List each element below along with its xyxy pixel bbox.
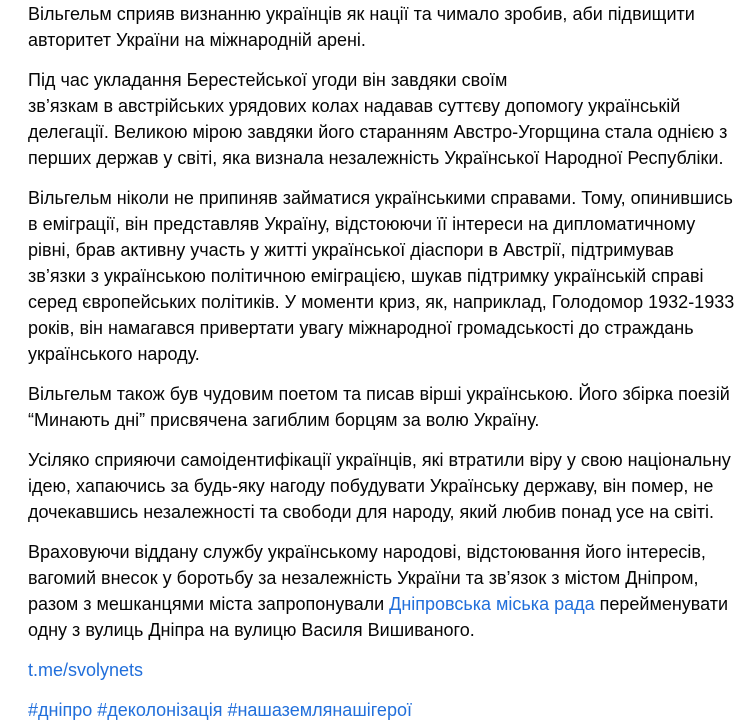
paragraph-2 <box>28 67 736 171</box>
post-body <box>28 0 736 723</box>
paragraph-4: Вільгельм також був чудовим поетом та писав вірші українською. Його збірка поезій “Минають дні” присвячена загиблим борцям за волю Україну. <box>28 384 730 430</box>
paragraph-6-text-before: Враховуючи віддану службу українському народові, відстоювання його інтересів, вагомий внесок у боротьбу за незалежність України та зв’язок з містом Дніпром, разом з мешканцями міста запропонували <box>28 542 706 614</box>
hashtags <box>28 697 736 723</box>
paragraph-6-text-after: перейменувати одну з вулиць Дніпра на вулицю Василя Вишиваного. <box>28 594 729 640</box>
paragraph-1: Вільгельм сприяв визнанню українців як нації та чимало зробив, аби підвищити авторитет України на міжнародній арені. <box>28 4 695 50</box>
hashtag-decolonization[interactable]: #деколонізація <box>97 700 223 720</box>
hashtag-our-land-our-heroes[interactable]: #нашаземлянашігерої <box>227 700 412 720</box>
telegram-link-line <box>28 657 736 683</box>
paragraph-5: Усіляко сприяючи самоідентифікації українців, які втратили віру у свою національну ідею, хапаючись за будь-яку нагоду побудувати Українську державу, він помер, не дочекавшись незалежності та свободи для народу, який любив понад усе на світі. <box>28 450 731 522</box>
paragraph-6 <box>28 539 736 643</box>
paragraph-3: Вільгельм ніколи не припиняв займатися українськими справами. Тому, опинившись в еміграції, він представляв Україну, відстоюючи її інтереси на дипломатичному рівні, брав активну участь у житті української діаспори в Австрії, підтримував зв’язки з українською політичною еміграцією, шукав підтримку українській справі серед європейських політиків. У моменти криз, як, наприклад, Голодомор 1932-1933 років, він намагався привертати увагу міжнародної громадськості до страждань українського народу. <box>28 188 735 364</box>
paragraph-2-line-1: Під час укладання Берестейської угоди він завдяки своїм <box>28 70 508 90</box>
hashtag-dnipro[interactable]: #дніпро <box>28 700 93 720</box>
telegram-link[interactable]: t.me/svolynets <box>28 660 144 680</box>
paragraph-2-rest: зв’язкам в австрійських урядових колах надавав суттєву допомогу українській делегації. Великою мірою завдяки його старанням Австро-Угорщина стала однією з перших держав у світі, яка визнала незалежність Української Народної Республіки. <box>28 96 728 168</box>
dnipro-city-council-link[interactable]: Дніпровська міська рада <box>389 594 595 614</box>
